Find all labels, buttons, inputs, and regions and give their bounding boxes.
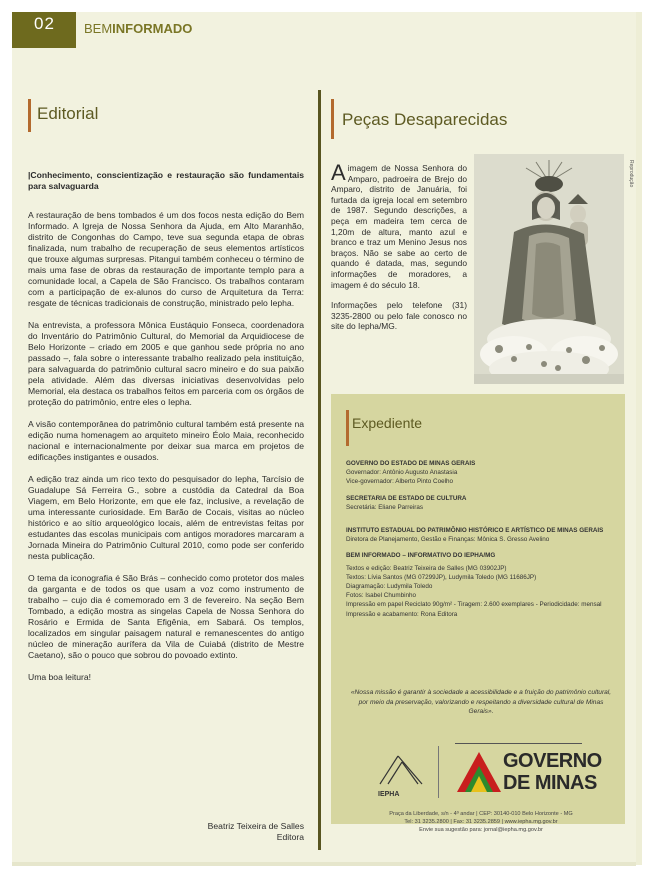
iepha-logo-text: IEPHA — [378, 791, 400, 798]
gov-logo-line2: DE MINAS — [503, 772, 597, 794]
pecas-title: Peças Desaparecidas — [342, 110, 508, 129]
column-separator — [318, 90, 321, 850]
credit-heading: SECRETARIA DE ESTADO DE CULTURA — [346, 494, 467, 502]
editorial-body — [28, 170, 304, 694]
address-line: Envie sua sugestão para: jornal@iepha.mg.gov.br — [419, 827, 543, 833]
page-number: 02 — [34, 14, 55, 33]
editorial-paragraph: O tema da iconografia é São Brás – conhecido como protetor dos males da garganta e de todos os que usam a voz como instrumento de trabalho – cujo dia é comemorado em 3 de fevereiro. Na seção Bem Tombado, a edição mostra as singelas Capela de Nossa Senhora do Rosário e Ermida de Santa Efigênia, em Sabará. Os templos, localizados em singular paisagem natural e remanescentes do antigo núcleo de mineração aurífera da Vila de Cuiabá (distrito de Mestre Caetano), são o pouco que sobrou do povoado extinto. — [28, 573, 304, 660]
credit-heading: GOVERNO DO ESTADO DE MINAS GERAIS — [346, 460, 476, 467]
credit-line: Vice-governador: Alberto Pinto Coelho — [346, 478, 453, 486]
credit-heading: BEM INFORMADO – INFORMATIVO DO IEPHA/MG — [346, 552, 496, 560]
editorial-closing: Uma boa leitura! — [28, 672, 92, 682]
credit-line: Textos: Lívia Santos (MG 07299JP), Ludymila Toledo (MG 11686JP) — [346, 573, 537, 581]
logo-separator — [438, 746, 439, 798]
credit-line: Secretária: Eliane Parreiras — [346, 503, 423, 511]
signature-role: Editora — [276, 832, 304, 842]
credit-line: Diretora de Planejamento, Gestão e Finanças: Mônica S. Gresso Avelino — [346, 536, 550, 544]
editorial-title: Editorial — [37, 104, 99, 123]
pecas-contact: Informações pelo telefone (31) 3235-2800 ou pelo fale conosco no site do Iepha/MG. — [331, 300, 467, 332]
statue-photo — [474, 154, 624, 384]
contact-address — [346, 810, 616, 834]
iepha-logo — [372, 752, 432, 798]
page-edge — [636, 12, 642, 865]
pecas-body — [331, 160, 467, 342]
expediente-accent-bar — [346, 410, 349, 446]
credit-line: Diagramação: Ludymila Toledo — [346, 583, 433, 591]
credit-line: Impressão em papel Reciclato 90g/m² - Tiragem: 2.600 exemplares - Periodicidade: mensal — [346, 601, 602, 609]
brand-suffix: INFORMADO — [112, 21, 193, 36]
address-line: Tel: 31 3235.2800 | Fax: 31 3235.2859 | www.iepha.mg.gov.br — [404, 819, 558, 825]
editorial-signature — [150, 821, 304, 843]
gov-logo-rule — [455, 743, 582, 744]
gov-logo-line1: GOVERNO — [503, 750, 602, 772]
editorial-paragraph: A visão contemporânea do patrimônio cultural também está presente na edição numa homenagem ao arquiteto mineiro Éolo Maia, reconhecido nacional e internacionalmente por deixar sua marca em projetos de edificações instigantes e ousados. — [28, 419, 304, 462]
editorial-paragraph: Na entrevista, a professora Mônica Eustáquio Fonseca, coordenadora do Inventário do Patrimônio Cultural, do Memorial da Arquidiocese de Belo Horizonte – criado em 2005 e que ganhou sede própria no ano passado –, fala sobre o interessante trabalho realizado pela instituição, para salvaguarda do patrimônio cultural sacro mineiro e do sua paixão pela atividade. Além das diversas iniciativas desenvolvidas pelo Memorial, ela destaca os trabalhos feitos em parceria com os órgãos de proteção do patrimônio, entre eles o Iepha. — [28, 320, 304, 407]
credit-line: Fotos: Isabel Chumbinho — [346, 592, 417, 600]
mission-quote: «Nossa missão é garantir à sociedade a acessibilidade e a fruição do patrimônio cultural, por meio da preservação, valorizando e respeitando a diversidade cultural de Minas Gerais». — [350, 689, 612, 716]
signature-name: Beatriz Teixeira de Salles — [207, 821, 304, 831]
pecas-paragraph-text: imagem de Nossa Senhora do Amparo, padroeira de Brejo do Amparo, distrito de Januária, foi furtada da igreja local em setembro de 1987. Segundo descrições, a peça em madeira tem cerca de 1,20m de altura, manto azul e branco e traz um Menino Jesus nos braços. Não se sabe ao certo de quando é datada, mas, segundo informações de moradores, a imagem é do século 18. — [331, 163, 467, 290]
credit-heading: INSTITUTO ESTADUAL DO PATRIMÔNIO HISTÓRICO E ARTÍSTICO DE MINAS GERAIS — [346, 527, 604, 535]
credit-line: Impressão e acabamento: Rona Editora — [346, 610, 458, 618]
photo-credit: Reprodução — [628, 160, 634, 188]
page-edge-bottom — [12, 862, 636, 866]
pecas-accent-bar — [331, 99, 334, 139]
expediente-title: Expediente — [352, 415, 423, 431]
dropcap: A — [331, 160, 346, 185]
address-line: Praça da Liberdade, s/n - 4º andar | CEP: 30140-010 Belo Horizonte - MG — [389, 811, 573, 817]
pecas-paragraph — [331, 160, 467, 290]
credit-line: Textos e edição: Beatriz Teixeira de Salles (MG 03902JP) — [346, 564, 507, 572]
editorial-paragraph: A edição traz ainda um rico texto do pesquisador do Iepha, Tarcísio de Guadalupe Sá Ferreira G., sobre a custódia da Catedral da Boa Viagem, em Belo Horizonte, em que ele faz, inclusive, a revelação de uma interessante curiosidade. Em Barão de Cocais, visitas ao núcleo histórico e ao sítio arqueológico locais, além de entrevistas feitas por estudantes das escolas municipais com antigos moradores marcaram a Jornada Mineira do Patrimônio Cultural 2010, como pode ser conferido nesta publicação. — [28, 474, 304, 561]
editorial-paragraph: A restauração de bens tombados é um dos focos nesta edição do Bem Informado. A Igreja de Nossa Senhora da Ajuda, em Alto Maranhão, distrito de Congonhas do Campo, teve sua segunda etapa de obras finalizada, num trabalho de recuperação de seus elementos artísticos que trouxe algumas surpresas. Pitangui também conheceu o término de mais uma fase de obras da restauração de importante templo para a comunidade local, a Capela de São Francisco. Os trabalhos contaram com a participação de ex-alunos do curso de Arquitetura da Terra: resgate de técnicas tradicionais de construção, ministrado pelo Iepha. — [28, 210, 304, 308]
brand-prefix: BEM — [84, 21, 113, 36]
expediente-credits — [346, 459, 616, 619]
editorial-lead: |Conhecimento, conscientização e restauração são fundamentais para salvaguarda — [28, 170, 304, 191]
credit-line: Governador: Antônio Augusto Anastasia — [346, 469, 458, 477]
editorial-accent-bar — [28, 99, 31, 132]
brand-logo — [84, 21, 192, 36]
